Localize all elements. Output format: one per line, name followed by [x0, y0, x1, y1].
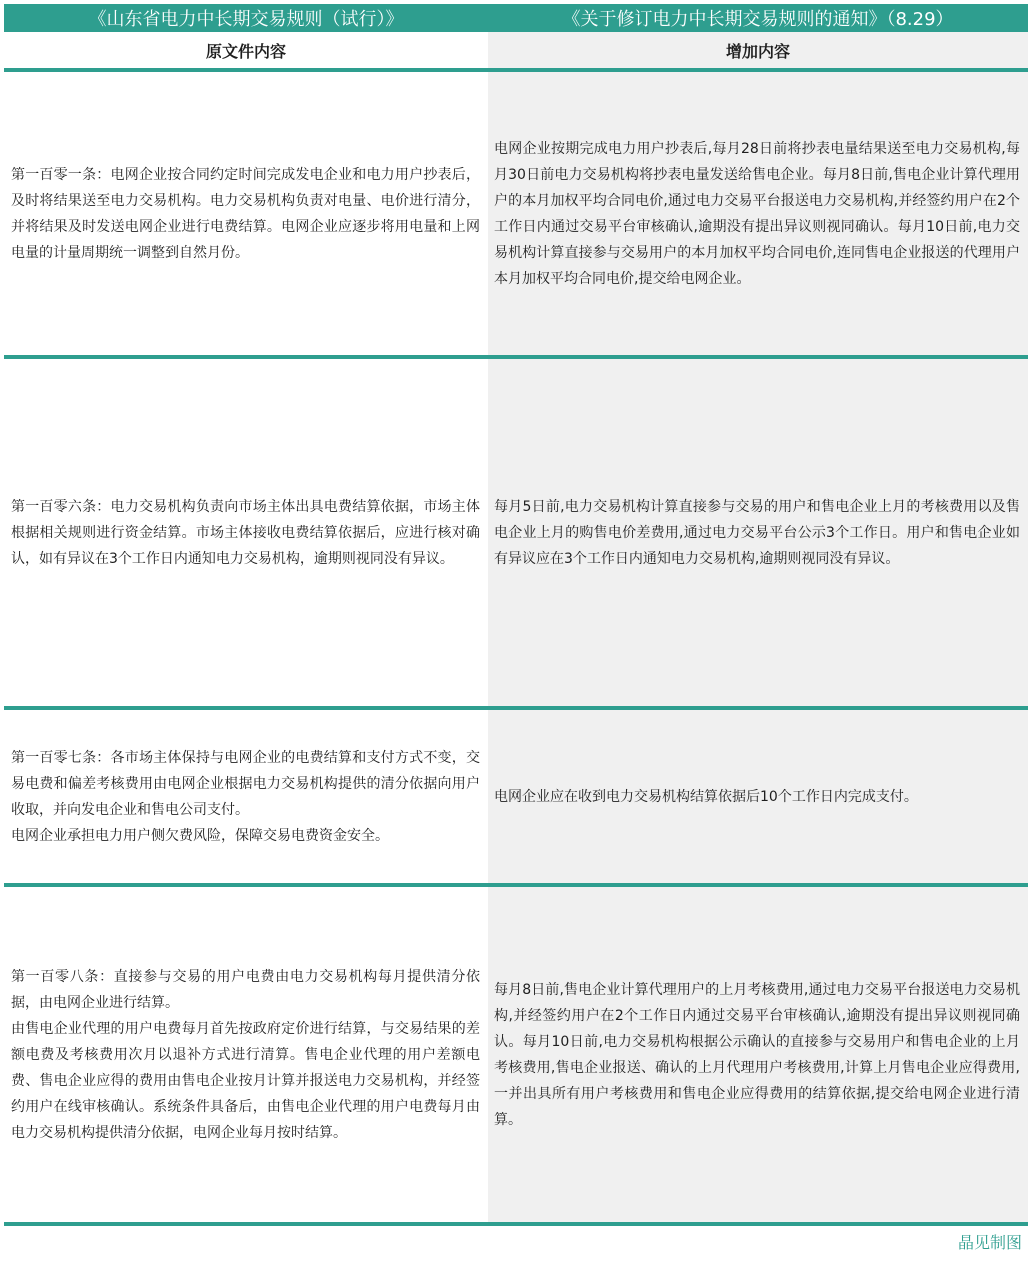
added-text: 每月5日前,电力交易机构计算直接参与交易的用户和售电企业上月的考核费用以及售电企业上月的购售电价差费用,通过电力交易平台公示3个工作日。用户和售电企业如有异议应在3个工作日内通知电力交易机构,逾期则视同没有异议。: [494, 498, 1020, 567]
added-text: 电网企业应在收到电力交易机构结算依据后10个工作日内完成支付。: [494, 788, 918, 805]
original-text: 第一百零六条：电力交易机构负责向市场主体出具电费结算依据，市场主体根据相关规则进行资金结算。市场主体接收电费结算依据后，应进行核对确认，如有异议在3个工作日内通知电力交易机构，逾期则视同没有异议。: [11, 498, 480, 567]
original-text: 第一百零七条：各市场主体保持与电网企业的电费结算和支付方式不变，交易电费和偏差考核费用由电网企业根据电力交易机构提供的清分依据向用户收取，并向发电企业和售电公司支付。 电网企业承担电力用户侧欠费风险，保障交易电费资金安全。: [11, 749, 480, 844]
added-cell: [488, 359, 1028, 706]
table-header: [4, 4, 1028, 32]
original-cell: [4, 887, 488, 1222]
table-row: [4, 887, 1028, 1222]
added-cell: [488, 887, 1028, 1222]
added-cell: [488, 710, 1028, 883]
table-subheader: [4, 32, 1028, 68]
original-text: 第一百零八条：直接参与交易的用户电费由电力交易机构每月提供清分依据，由电网企业进行结算。 由售电企业代理的用户电费每月首先按政府定价进行结算，与交易结果的差额电费及考核费用次月以退补方式进行清算。售电企业代理的用户差额电费、售电企业应得的费用由售电企业按月计算并报送电力交易机构，并经签约用户在线审核确认。系统条件具备后，由售电企业代理的用户电费每月由电力交易机构提供清分依据，电网企业每月按时结算。: [11, 968, 480, 1141]
original-cell: [4, 72, 488, 355]
row-divider: [4, 1222, 1028, 1226]
subheader-original-label: 原文件内容: [4, 32, 488, 68]
added-cell: [488, 72, 1028, 355]
subheader-added-label: 增加内容: [488, 32, 1028, 68]
header-right-title: 《关于修订电力中长期交易规则的通知》（8.29）: [488, 4, 1028, 32]
header-left-title: 《山东省电力中长期交易规则（试行）》: [4, 4, 488, 32]
credit-text: 晶见制图: [957, 1233, 1022, 1252]
original-cell: [4, 359, 488, 706]
table-row: [4, 710, 1028, 883]
table-row: [4, 72, 1028, 355]
original-cell: [4, 710, 488, 883]
added-text: 每月8日前,售电企业计算代理用户的上月考核费用,通过电力交易平台报送电力交易机构,并经签约用户在2个工作日内通过交易平台审核确认,逾期没有提出异议则视同确认。每月10日前,电力交易机构根据公示确认的直接参与交易用户和售电企业的上月考核费用,售电企业报送、确认的上月代理用户考核费用,计算上月售电企业应得费用,一并出具所有用户考核费用和售电企业应得费用的结算依据,提交给电网企业进行清算。: [494, 981, 1020, 1128]
table-row: [4, 359, 1028, 706]
added-text: 电网企业按期完成电力用户抄表后,每月28日前将抄表电量结果送至电力交易机构,每月30日前电力交易机构将抄表电量发送给售电企业。每月8日前,售电企业计算代理用户的本月加权平均合同电价,通过电力交易平台报送电力交易机构,并经签约用户在2个工作日内通过交易平台审核确认,逾期没有提出异议则视同确认。每月10日前,电力交易机构计算直接参与交易用户的本月加权平均合同电价,连同售电企业报送的代理用户本月加权平均合同电价,提交给电网企业。: [494, 140, 1020, 287]
original-text: 第一百零一条：电网企业按合同约定时间完成发电企业和电力用户抄表后，及时将结果送至电力交易机构。电力交易机构负责对电量、电价进行清分，并将结果及时发送电网企业进行电费结算。电网企业应逐步将用电量和上网电量的计量周期统一调整到自然月份。: [11, 166, 480, 261]
